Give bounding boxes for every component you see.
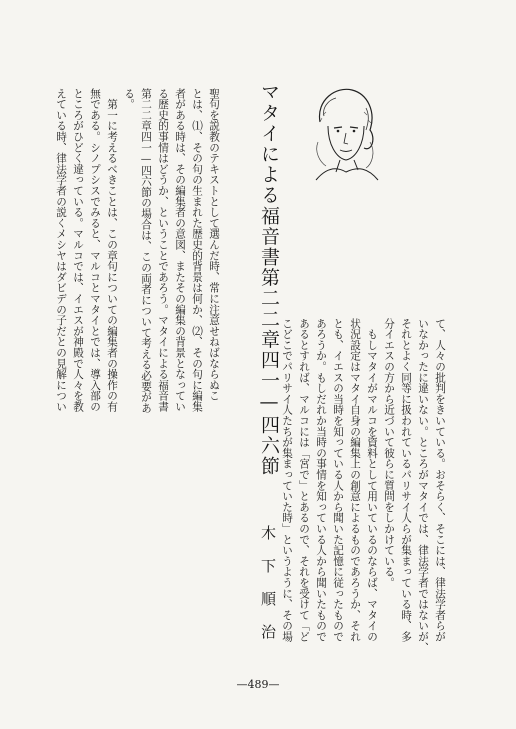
text-line: る。 — [123, 88, 135, 110]
text-line: とは、⑴、その句の生まれた歴史的背景は何か、⑵、その句に編集 — [191, 88, 203, 412]
author-portrait-illustration — [306, 82, 382, 182]
text-line: もしマタイがマルコを資料として用いているのならば、マタイの — [366, 318, 378, 642]
text-line: て、人々の批判をきいている。おそらく、そこには、律法学者らが — [434, 318, 446, 642]
text-line: 分イエスの方から近づいて彼らに質問をしかけている。 — [383, 318, 395, 588]
text-line: 聖句を説教のテキストとして選んだ時、常に注意せねばならぬこ — [208, 88, 220, 402]
text-line: いなかったに違いない。ところがマタイでは、律法学者ではないが、 — [417, 318, 429, 653]
text-line: ところがひどく違っている。マルコでは、イエスが神殿で人々を教 — [72, 88, 84, 412]
text-line: それとよく同等に扱われているパリサイ人らが集まっている時、多 — [400, 318, 412, 642]
text-line: る歴史的事情はどうか、ということであろう。マタイによる福音書 — [157, 88, 169, 412]
page-number: —489— — [236, 678, 280, 691]
text-line: 第二二章四一—四六節の場合は、この両者について考える必要があ — [140, 88, 152, 414]
text-line: こどこでパリサイ人たちが集まっていた時」というように、その場 — [281, 318, 293, 642]
text-line: 第一に考えるべきことは、この章句についての編集者の操作の有 — [106, 88, 118, 412]
text-line: あろうか。もしだれか当時の事情を知っている人から聞いたもので — [315, 318, 327, 642]
text-line: 者がある時は、その編集者の意図、またその編集の背景となってい — [174, 88, 186, 412]
author-name: 木下順治 — [259, 525, 277, 657]
text-line: とも、イエスの当時を知っている人から聞いた記憶に従ったもので — [332, 318, 344, 642]
text-line: えている時、律法学者の説くメシヤはダビデの子だとの見解につい — [55, 88, 67, 412]
text-line: 状況設定はマタイ自身の編集上の創意によるものであろうか、それ — [349, 318, 361, 642]
text-line: 無である。シノプシスでみると、マルコとマタイとでは、導入部の — [89, 88, 101, 412]
article-title: マタイによる福音書第二二章四一—四六節 — [258, 82, 280, 477]
text-line: あるとすれば、マルコには「宮で」とあるので、それを受けて「ど — [298, 318, 310, 642]
